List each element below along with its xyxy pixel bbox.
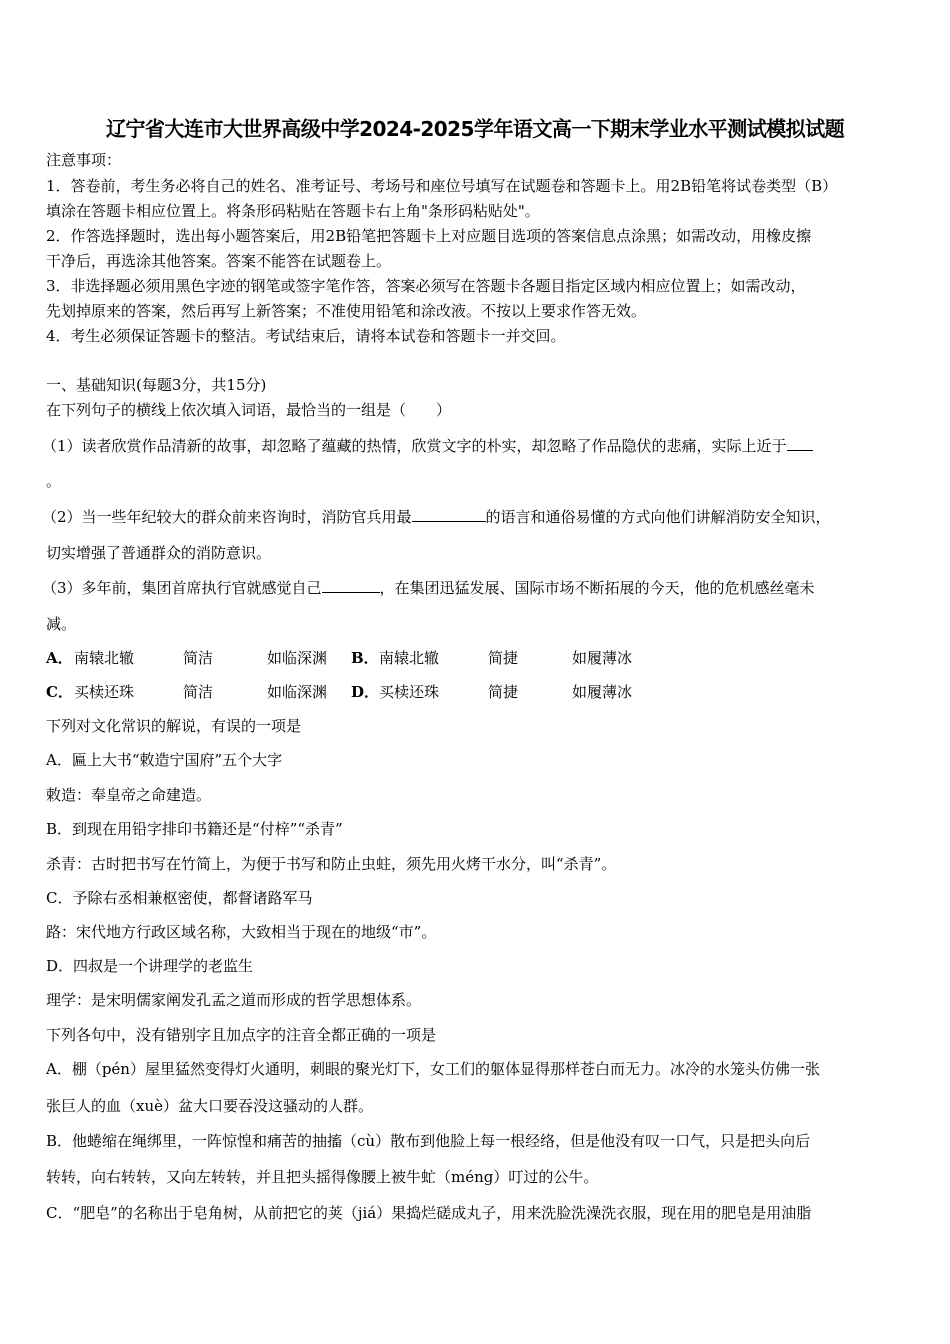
question-stem: 下列对文化常识的解说，有误的一项是: [46, 717, 302, 735]
option-d-letter[interactable]: D．: [351, 683, 380, 701]
notice-line: 干净后，再选涂其他答案。答案不能答在试题卷上。: [46, 252, 392, 270]
option-b-word3: 如履薄冰: [572, 649, 633, 667]
question-stem: 在下列句子的横线上依次填入词语，最恰当的一组是（ ）: [46, 401, 452, 419]
option-a-letter[interactable]: A．: [46, 649, 73, 667]
sentence-text: （2）当一些年纪较大的群众前来咨询时，消防官兵用最: [42, 508, 412, 526]
option-note: 理学：是宋明儒家阐发孔孟之道而形成的哲学思想体系。: [46, 991, 422, 1009]
option-c[interactable]: C．予除右丞相兼枢密使，都督诸路军马: [46, 889, 313, 907]
option-b[interactable]: B．到现在用铅字排印书籍还是“付梓”“杀青”: [46, 820, 343, 838]
question-stem: 下列各句中，没有错别字且加点字的注音全都正确的一项是: [46, 1026, 437, 1044]
sentence-2: [42, 507, 831, 527]
sentence-text: （3）多年前，集团首席执行官就感觉自己: [42, 579, 322, 597]
option-b-letter[interactable]: B．: [351, 649, 379, 667]
option-note: 杀青：古时把书写在竹简上，为便于书写和防止虫蛀，须先用火烤干水分，叫“杀青”。: [46, 855, 617, 873]
sentence-cont: 切实增强了普通群众的消防意识。: [46, 544, 272, 562]
notice-heading: 注意事项：: [46, 151, 122, 169]
option-d-word2: 简捷: [488, 683, 519, 701]
notice-line: 4．考生必须保证答题卡的整洁。考试结束后，请将本试卷和答题卡一并交回。: [46, 327, 566, 345]
option-a-word2: 简洁: [183, 649, 214, 667]
page-title: 辽宁省大连市大世界高级中学2024-2025学年语文高一下期末学业水平测试模拟试题: [105, 117, 845, 141]
option-c-word3: 如临深渊: [267, 683, 328, 701]
notice-line: 1．答卷前，考生务必将自己的姓名、准考证号、考场号和座位号填写在试题卷和答题卡上。用2B铅笔将试卷类型（B）: [46, 177, 838, 195]
option-cont: 转转，向右转转，又向左转转，并且把头摇得像腰上被牛虻（méng）叮过的公牛。: [46, 1168, 599, 1186]
option-c-word1: 买椟还珠: [74, 683, 135, 701]
option-a-word3: 如临深渊: [267, 649, 328, 667]
section-heading: 一、基础知识(每题3分，共15分): [46, 376, 267, 394]
notice-line: 先划掉原来的答案，然后再写上新答案；不准使用铅笔和涂改液。不按以上要求作答无效。: [46, 302, 647, 320]
option-a[interactable]: A．棚（pén）屋里猛然变得灯火通明，刺眼的聚光灯下，女工们的躯体显得那样苍白而无力。冰冷的水笼头仿佛一张: [46, 1060, 820, 1078]
option-d-word3: 如履薄冰: [572, 683, 633, 701]
sentence-cont: 减。: [46, 615, 77, 633]
option-a[interactable]: A．匾上大书“敕造宁国府”五个大字: [46, 751, 283, 769]
sentence-end: 。: [46, 472, 62, 490]
answer-blank: [412, 507, 486, 522]
option-c-letter[interactable]: C．: [46, 683, 73, 701]
option-b-word2: 简捷: [488, 649, 519, 667]
option-d[interactable]: D．四叔是一个讲理学的老监生: [46, 957, 254, 975]
answer-blank: [322, 578, 380, 593]
answer-blank: [787, 436, 813, 451]
option-b-word1: 南辕北辙: [379, 649, 440, 667]
option-a-word1: 南辕北辙: [74, 649, 135, 667]
option-c-word2: 简洁: [183, 683, 214, 701]
option-c[interactable]: C．“肥皂”的名称出于皂角树，从前把它的荚（jiá）果捣烂磋成丸子，用来洗脸洗澡洗衣服，现在用的肥皂是用油脂: [46, 1204, 812, 1222]
sentence-text: ，在集团迅猛发展、国际市场不断拓展的今天，他的危机感丝毫未: [379, 579, 815, 597]
sentence-1: [42, 436, 813, 456]
sentence-text: （1）读者欣赏作品清新的故事，却忽略了蕴藏的热情，欣赏文字的朴实，却忽略了作品隐伏的悲痛，实际上近于: [42, 437, 787, 455]
notice-line: 3．非选择题必须用黑色字迹的钢笔或签字笔作答，答案必须写在答题卡各题目指定区域内相应位置上；如需改动，: [46, 277, 806, 295]
notice-line: 2．作答选择题时，选出每小题答案后，用2B铅笔把答题卡上对应题目选项的答案信息点涂黑；如需改动，用橡皮擦: [46, 227, 812, 245]
option-cont: 张巨人的血（xuè）盆大口要吞没这骚动的人群。: [46, 1097, 373, 1115]
option-note: 路：宋代地方行政区域名称，大致相当于现在的地级“市”。: [46, 923, 437, 941]
notice-line: 填涂在答题卡相应位置上。将条形码粘贴在答题卡右上角"条形码粘贴处"。: [46, 202, 540, 220]
option-note: 敕造：奉皇帝之命建造。: [46, 786, 212, 804]
sentence-text: 的语言和通俗易懂的方式向他们讲解消防安全知识，: [485, 508, 831, 526]
option-d-word1: 买椟还珠: [379, 683, 440, 701]
option-b[interactable]: B．他蜷缩在绳绑里，一阵惊惶和痛苦的抽搐（cù）散布到他脸上每一根经络，但是他没有叹一口气，只是把头向后: [46, 1132, 811, 1150]
sentence-3: [42, 578, 815, 598]
